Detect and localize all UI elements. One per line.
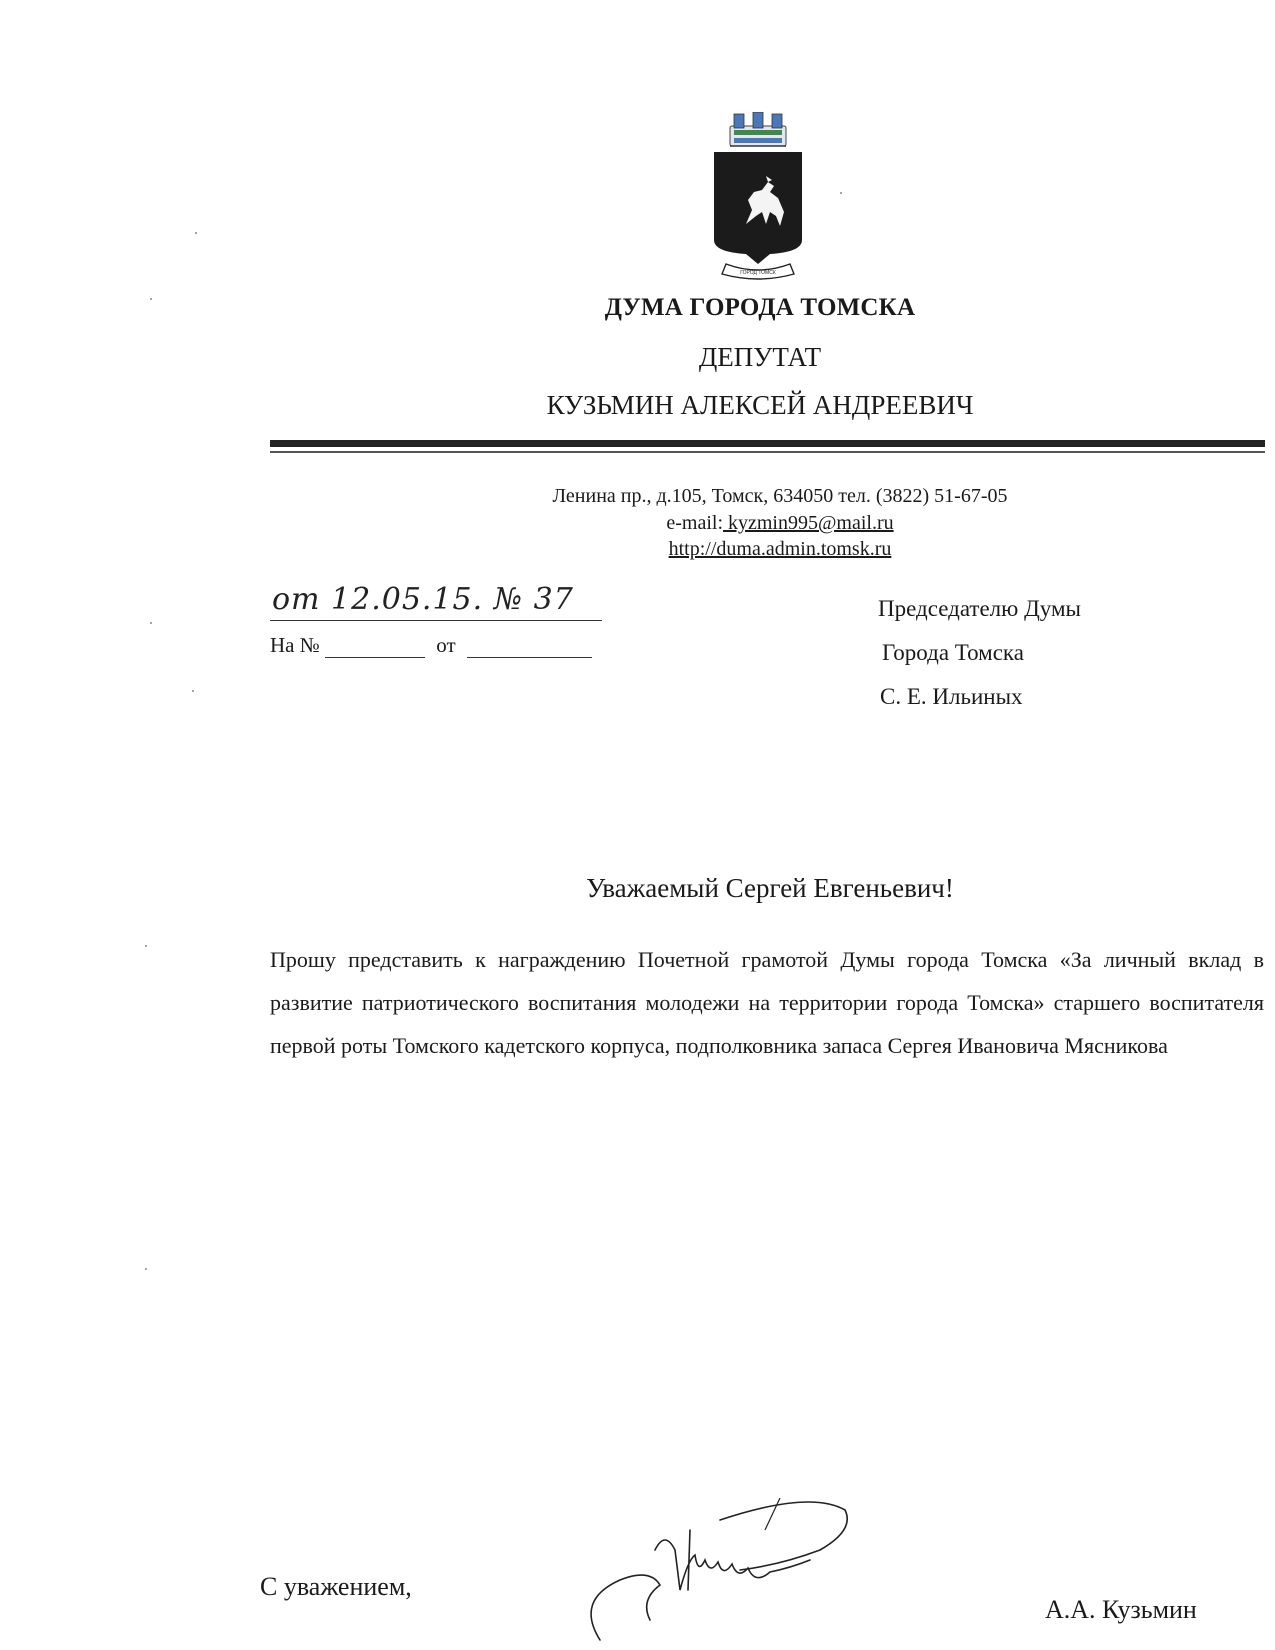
ot-date-blank <box>467 657 592 658</box>
na-label: На № <box>270 633 320 657</box>
svg-text:ГОРОД ТОМСК: ГОРОД ТОМСК <box>740 270 776 276</box>
signer-name: А.А. Кузьмин <box>1045 1595 1197 1624</box>
organization-title: ДУМА ГОРОДА ТОМСКА <box>604 294 916 321</box>
address-line: Ленина пр., д.105, Томск, 634050 тел. (3822) 51-67-05 <box>552 485 1008 507</box>
scan-speck <box>150 298 152 300</box>
role-title: ДЕПУТАТ <box>698 342 822 372</box>
website-link[interactable]: http://duma.admin.tomsk.ru <box>668 538 892 560</box>
ot-label: от <box>436 633 456 657</box>
addressee-line-2: Города Томска <box>882 640 1024 665</box>
scan-speck <box>195 232 197 234</box>
handwritten-reference: от 12.05.15. № 37 <box>270 580 602 621</box>
addressee-line-3: С. Е. Ильиных <box>880 684 1023 709</box>
scan-speck <box>840 192 842 194</box>
scan-speck <box>145 1268 147 1270</box>
email-line <box>380 512 1180 535</box>
header-divider-thin <box>270 451 1265 453</box>
na-number-blank <box>325 657 425 658</box>
scan-speck <box>192 690 194 692</box>
scan-speck <box>150 622 152 624</box>
tomsk-coat-of-arms-icon <box>708 112 808 284</box>
salutation: Уважаемый Сергей Евгеньевич! <box>586 873 954 903</box>
addressee-line-1: Председателю Думы <box>878 596 1081 621</box>
scan-speck <box>145 945 147 947</box>
closing-regards: С уважением, <box>260 1572 412 1601</box>
person-name: КУЗЬМИН АЛЕКСЕЙ АНДРЕЕВИЧ <box>546 390 974 420</box>
reply-reference-row <box>270 633 592 658</box>
header-divider <box>270 440 1265 447</box>
email-label: e-mail: <box>666 512 723 534</box>
letter-body: Прошу представить к награждению Почетной грамотой Думы города Томска «За личный вклад в развитие патриотического воспитания молодежи на территории города Томска» старшего воспитателя первой роты Томского кадетского корпуса, подполковника запаса Сергея Ивановича Мясникова <box>270 947 1264 1058</box>
handwritten-signature-icon <box>580 1490 880 1650</box>
email-link[interactable]: kyzmin995@mail.ru <box>723 512 894 534</box>
website-line <box>380 538 1180 561</box>
